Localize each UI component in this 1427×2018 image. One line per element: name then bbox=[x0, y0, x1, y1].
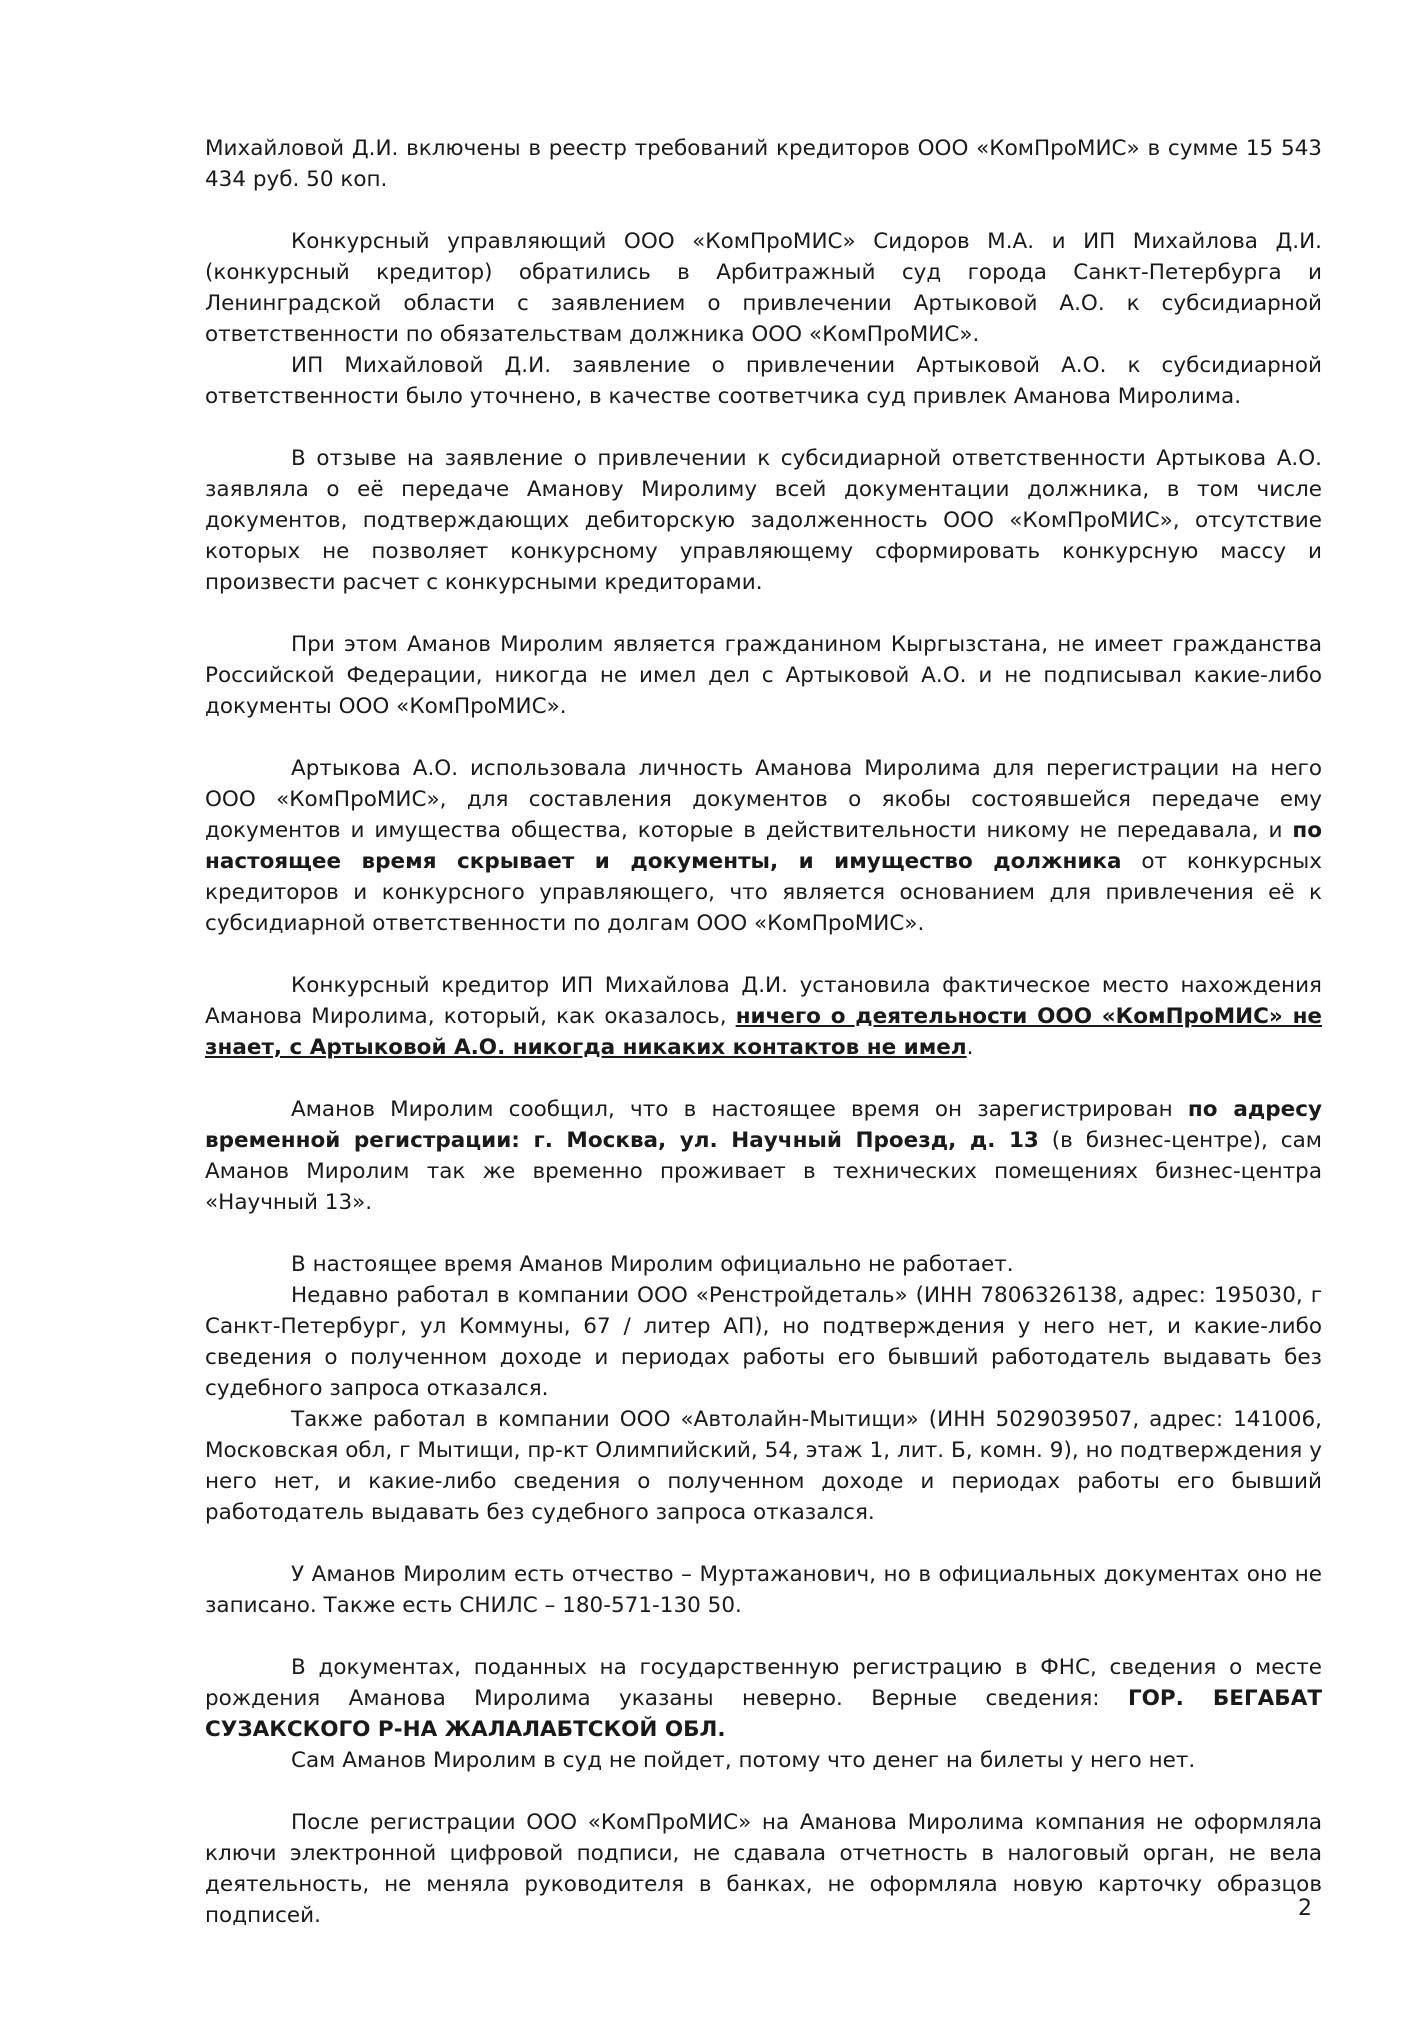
paragraph-citizenship: При этом Аманов Миролим является гражданином Кыргызстана, не имеет гражданства Российской Федерации, никогда не имел дел с Артыковой А.О. и не подписывал какие-либо документы ООО «КомПроМИС». bbox=[205, 632, 1322, 719]
paragraph-registration-address bbox=[205, 1094, 1322, 1218]
bold-text-birthplace: ГОР. БЕГАБАТ СУЗАКСКОГО Р-НА ЖАЛАЛАБТСКОЙ ОБЛ. bbox=[205, 1686, 1322, 1742]
text-run: . bbox=[966, 1035, 974, 1060]
text-run: Конкурсный кредитор ИП Михайлова Д.И. установила фактическое место нахождения Аманова Миролима, который, как оказалось, bbox=[205, 973, 1322, 1029]
paragraph-gap bbox=[205, 195, 1322, 226]
paragraph-gap bbox=[205, 1528, 1322, 1559]
paragraph-gap bbox=[205, 722, 1322, 753]
paragraph-employer-renstroy: Недавно работал в компании ООО «Ренстройдеталь» (ИНН 7806326138, адрес: 195030, г Санкт-Петербург, ул Коммуны, 67 / литер АП), но подтверждения у него нет, и какие-либо сведения о полученном доходе и периодах работы его бывший работодатель выдавать без судебного запроса отказался. bbox=[205, 1283, 1322, 1401]
paragraph-gap bbox=[205, 1218, 1322, 1249]
text-run: Аманов Миролим сообщил, что в настоящее время он зарегистрирован bbox=[291, 1097, 1188, 1122]
text-run: Артыкова А.О. использовала личность Аманова Миролима для перегистрации на него ООО «КомПроМИС», для составления документов о якобы состоявшейся передаче ему документов и имущества общества, которые в действительности никому не передавала, и bbox=[205, 756, 1322, 843]
paragraph-gap bbox=[205, 412, 1322, 443]
text-run: (в бизнес-центре), сам Аманов Миролим так же временно проживает в технических помещениях бизнес-центра «Научный 13». bbox=[205, 1128, 1322, 1215]
bold-text-concealment: по настоящее время скрывает и документы, и имущество должника bbox=[205, 818, 1322, 874]
paragraph-company-inactivity: После регистрации ООО «КомПроМИС» на Аманова Миролима компания не оформляла ключи электронной цифровой подписи, не сдавала отчетность в налоговый орган, не вела деятельность, не меняла руководителя в банках, не оформляла новую карточку образцов подписей. bbox=[205, 1810, 1322, 1928]
paragraph-identity-used bbox=[205, 753, 1322, 939]
text-run: от конкурсных кредиторов и конкурсного управляющего, что является основанием для привлечения её к субсидиарной ответственности по долгам ООО «КомПроМИС». bbox=[205, 849, 1322, 936]
paragraph-gap bbox=[205, 1063, 1322, 1094]
paragraph-no-court-attendance: Сам Аманов Миролим в суд не пойдет, потому что денег на билеты у него нет. bbox=[291, 1748, 1196, 1773]
paragraph-employer-avtolain: Также работал в компании ООО «Автолайн-Мытищи» (ИНН 5029039507, адрес: 141006, Московская обл, г Мытищи, пр-кт Олимпийский, 54, этаж 1, лит. Б, комн. 9), но подтверждения у него нет, и какие-либо сведения о полученном доходе и периодах работы его бывший работодатель выдавать без судебного запроса отказался. bbox=[205, 1407, 1322, 1525]
paragraph-gap bbox=[205, 1776, 1322, 1807]
paragraph-gap bbox=[205, 939, 1322, 970]
paragraph-patronymic-snils: У Аманов Миролим есть отчество – Муртажанович, но в официальных документах оно не записано. Также есть СНИЛС – 180-571-130 50. bbox=[205, 1562, 1322, 1618]
paragraph-gap bbox=[205, 1621, 1322, 1652]
paragraph-gap bbox=[205, 598, 1322, 629]
paragraph-location-established bbox=[205, 970, 1322, 1063]
text-run: В документах, поданных на государственную регистрацию в ФНС, сведения о месте рождения Аманова Миролима указаны неверно. Верные сведения: bbox=[205, 1655, 1322, 1711]
paragraph-response-review: В отзыве на заявление о привлечении к субсидиарной ответственности Артыкова А.О. заявляла о её передаче Аманову Миролиму всей документации должника, в том числе документов, подтверждающих дебиторскую задолженность ООО «КомПроМИС», отсутствие которых не позволяет конкурсному управляющему сформировать конкурсную массу и произвести расчет с конкурсными кредиторами. bbox=[205, 446, 1322, 595]
document-body bbox=[205, 133, 1322, 1931]
paragraph-creditor-registry: Михайловой Д.И. включены в реестр требований кредиторов ООО «КомПроМИС» в сумме 15 543 434 руб. 50 коп. bbox=[205, 136, 1322, 192]
paragraph-birthplace bbox=[205, 1652, 1322, 1745]
bold-text-address: по адресу временной регистрации: г. Москва, ул. Научный Проезд, д. 13 bbox=[205, 1097, 1322, 1153]
paragraph-not-working: В настоящее время Аманов Миролим официально не работает. bbox=[291, 1252, 1014, 1277]
underlined-bold-text: ничего о деятельности ООО «КомПроМИС» не знает, с Артыковой А.О. никогда никаких контактов не имел bbox=[205, 1004, 1323, 1060]
paragraph-claim-clarified: ИП Михайловой Д.И. заявление о привлечении Артыковой А.О. к субсидиарной ответственности было уточнено, в качестве соответчика суд привлек Аманова Миролима. bbox=[205, 353, 1322, 409]
page-number: 2 bbox=[1298, 1896, 1312, 1921]
paragraph-court-application: Конкурсный управляющий ООО «КомПроМИС» Сидоров М.А. и ИП Михайлова Д.И. (конкурсный кредитор) обратились в Арбитражный суд города Санкт-Петербурга и Ленинградской области с заявлением о привлечении Артыковой А.О. к субсидиарной ответственности по обязательствам должника ООО «КомПроМИС». bbox=[205, 229, 1322, 347]
